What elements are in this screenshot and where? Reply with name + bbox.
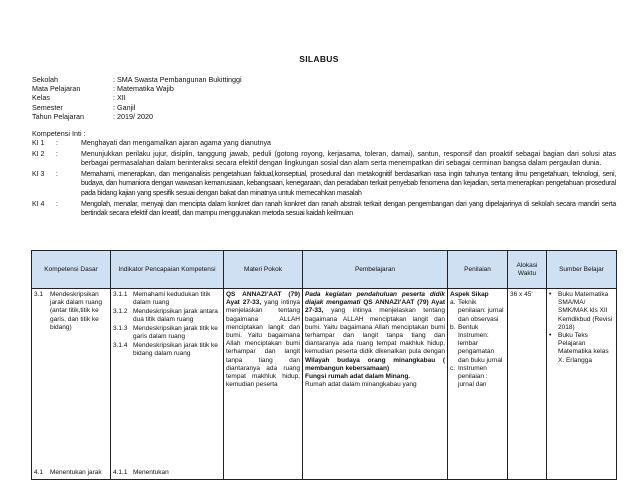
info-value: : Matematika Wajib	[113, 84, 174, 94]
info-value: : Ganjil	[113, 102, 136, 112]
ki-text: Menghayati dan mengamalkan ajaran agama yang dianutnya	[81, 140, 271, 147]
info-value: : SMA Swasta Pembangunan Bukittinggi	[113, 75, 242, 84]
info-row-school	[32, 75, 242, 84]
header-materi-pokok: Materi Pokok	[224, 251, 303, 289]
info-label: Mata Pelajaran	[32, 84, 81, 94]
info-label: Sekolah	[32, 75, 58, 84]
indicator-text: Mendeskripsikan jarak titik ke bidang dalam ruang	[133, 341, 218, 357]
indicator-text: Memahami kedudukan titik dalam ruang	[133, 291, 211, 307]
penilaian-letter: c.	[450, 364, 456, 372]
info-value: : 2019/ 2020	[113, 111, 153, 121]
indicator-text: Menentukan	[133, 468, 169, 476]
penilaian-letter: a.	[450, 299, 456, 307]
cell-indikator	[111, 289, 224, 480]
info-label: Semester	[32, 102, 63, 112]
header-kompetensi-dasar: Kompetensi Dasar	[32, 251, 111, 289]
info-row-year	[32, 112, 242, 121]
info-row-class	[32, 93, 242, 102]
ki-code: KI 2	[32, 150, 45, 158]
cell-pembelajaran	[303, 289, 448, 480]
sumber-item	[549, 332, 614, 365]
penilaian-text: Bentuk Instrumen: lembar pengamatan dan buku jurnal	[458, 323, 503, 364]
indicator-item	[113, 325, 221, 341]
ki-colon: :	[56, 150, 58, 158]
bullet-icon: •	[549, 332, 552, 340]
pembelajaran-heading: Pada kegiatan pendahuluan peserta didik diajak mengamati	[305, 291, 445, 307]
pembelajaran-highlight: Fungsi rumah adat dalam Minang.	[305, 373, 411, 381]
ki-item	[32, 200, 616, 219]
pembelajaran-text: Rumah adat dalam minangkabau yang	[305, 381, 417, 389]
ki-colon: :	[56, 170, 58, 178]
info-label: Tahun Pelajaran	[32, 111, 84, 121]
penilaian-item	[450, 299, 505, 324]
table-header-row	[32, 251, 617, 289]
pembelajaran-text: yang intinya menjelaskan tentang bagaimana ALLAH menciptakan langit dan bumi. Yaitu bagaimana Allah menciptakan bumi terhampar dan langit tanpa tiang dan diantaranya ada ruang tempat makhluk hidup, kemudian peserta didik dikenalkan pula dengan	[305, 307, 445, 356]
ki-code: KI 4	[32, 200, 45, 208]
indicator-number: 3.1.4	[113, 341, 128, 349]
header-penilaian: Penilaian	[448, 251, 508, 289]
ki-colon: :	[56, 140, 58, 147]
ki-item	[32, 139, 616, 149]
sumber-item	[549, 291, 614, 332]
info-value: : XII	[113, 93, 126, 103]
ki-item	[32, 170, 616, 199]
penilaian-letter: b.	[450, 323, 456, 331]
indicator-number: 3.1.2	[113, 307, 128, 315]
ki-text: Memahami, menerapkan, dan menganalisis pengetahuan faktual,konseptual, prosedural dan metakognitif berdasarkan rasa ingin tahunya tentang ilmu pengetahuan, teknologi, seni, budaya, dan humaniora dengan wawasan kemanusiaan, kebangsaan, kenegaraan, dan peradaban terkait penyebab fenomena dan kejadian, serta menerapkan pengetahuan prosedural pada bidang kajian yang spesifik sesuai dengan bakat dan minatnya untuk memecahkan masalah	[81, 170, 616, 197]
penilaian-item	[450, 365, 505, 390]
header-indikator: Indikator Pencapaian Kompetensi	[111, 251, 224, 289]
ki-code: KI 1	[32, 140, 45, 147]
header-sumber-belajar: Sumber Belajar	[547, 251, 617, 289]
info-label: Kelas	[32, 93, 50, 103]
pembelajaran-verse: QS ANNAZI’AAT (79) Ayat 27-33,	[305, 299, 445, 315]
kd-text: Mendeskripsikan jarak dalam ruang (antar titik,titik ke garis, dan titik ke bidang)	[50, 291, 103, 331]
pembelajaran-highlight: Wilayah budaya orang minangkabau ( membangun kebersamaan)	[305, 356, 445, 372]
indicator-item	[113, 291, 221, 307]
indicator-item	[113, 342, 221, 358]
info-row-semester	[32, 103, 242, 112]
ki-colon: :	[56, 200, 58, 208]
indicator-number: 3.1.1	[113, 291, 128, 298]
kompetensi-inti-list	[32, 139, 616, 220]
indicator-number: 4.1.1	[113, 468, 128, 476]
header-alokasi-waktu: Alokasi Waktu	[508, 251, 547, 289]
table-row	[32, 289, 617, 480]
kd-number: 3.1	[34, 291, 44, 298]
indicator-number: 3.1.3	[113, 324, 128, 332]
materi-text: yang intinya menjelaskan tentang bagaimana ALLAH menciptakan langit dan bumi. Yaitu bagaimana Allah menciptakan bumi terhampar dan langit tanpa tiang dan diantaranya ada ruang tempat makhluk hidup, kemudian peserta	[226, 299, 300, 389]
sumber-text: Buku Matematika SMA/MA/ SMK/MAK kls XII Kemdikbud (Revisi 2018)	[558, 291, 613, 331]
penilaian-text: Instrumen penilaian : jurnal dan	[458, 364, 488, 389]
cell-materi-pokok	[224, 289, 303, 480]
bullet-icon: •	[549, 291, 552, 298]
ki-item	[32, 150, 616, 169]
indicator-text: Mendeskripsikan jarak antara dua titik dalam ruang	[133, 307, 218, 324]
indicator-item	[113, 469, 169, 477]
sumber-text: Buku Teks Pelajaran Matematika kelas X. Erlangga	[558, 332, 609, 364]
cell-alokasi-waktu	[508, 289, 547, 480]
kd-number: 4.1	[34, 468, 44, 476]
materi-heading: QS ANNAZI’AAT (79) Ayat 27-33,	[226, 291, 300, 307]
identity-block	[32, 75, 242, 121]
syllabus-table	[31, 250, 617, 480]
cell-kompetensi-dasar	[32, 289, 111, 480]
penilaian-heading: Aspek Sikap	[450, 291, 489, 298]
cell-sumber-belajar	[547, 289, 617, 480]
kd-item	[34, 291, 108, 332]
kd-item	[34, 469, 102, 477]
ki-text: Mengolah, menalar, menyaji dan mencipta dalam konkret dan ranah konkret dan ranah abstrak terkait dengan pengembangan dari yang dipelajarinya di sekolah secara mandiri serta bertindak secara efektif dan kreatif, dan mampu menggunakan metoda sesuai kaidah keilmuan	[81, 200, 616, 218]
info-row-subject	[32, 84, 242, 93]
penilaian-item	[450, 324, 505, 365]
indicator-text: Mendeskripsikan jarak titik ke garis dalam ruang	[133, 324, 218, 341]
kompetensi-inti-heading: Kompetensi Inti :	[32, 129, 86, 138]
ki-code: KI 3	[32, 170, 45, 178]
ki-text: Menunjukkan perilaku jujur, disiplin, tanggung jawab, peduli (gotong royong, kerjasama, toleran, damai), santun, responsif dan proaktif sebagai bagian dari solusi atas berbagai permasalahan dalam berinteraksi secara efektif dengan lingkungan sosial dan alam serta menempatkan diri sebagai cerminan bangsa dalam pergaulan dunia.	[81, 150, 616, 168]
indicator-item	[113, 308, 221, 324]
penilaian-text: Teknik penilaian: jurnal dan observasi	[458, 299, 504, 323]
cell-penilaian	[448, 289, 508, 480]
alokasi-value: 36 x 45'	[510, 291, 533, 298]
header-pembelajaran: Pembelajaran	[303, 251, 448, 289]
page-title: SILABUS	[299, 54, 339, 64]
kd-text: Menentukan jarak	[50, 468, 102, 476]
